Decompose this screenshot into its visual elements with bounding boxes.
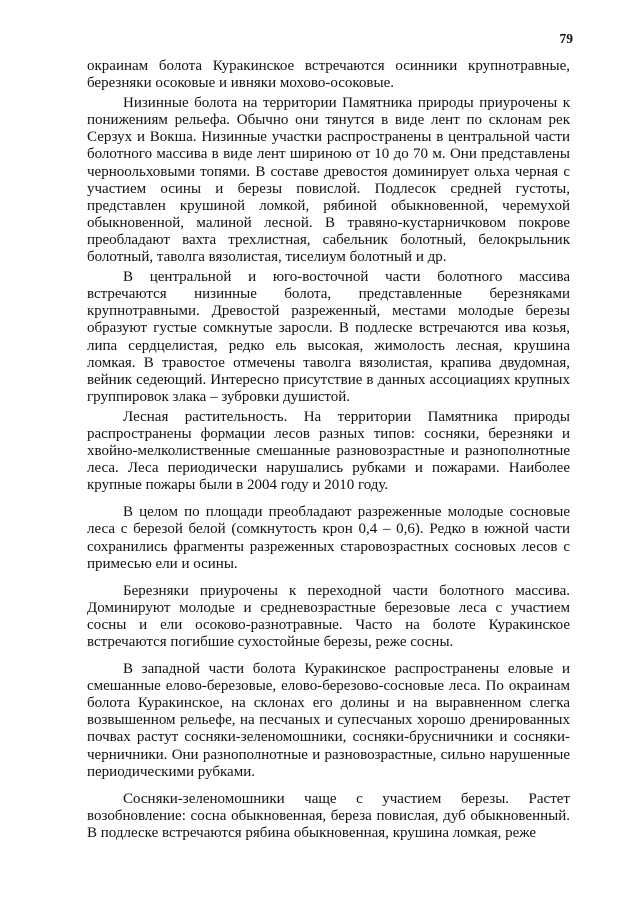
paragraph-4: Лесная растительность. На территории Памятника природы распространены формации лесов разных типов: сосняки, березняки и хвойно-мелколиственные смешанные разновозрастные и разнополнотные леса. Леса периодически нарушались рубками и пожарами. Наиболее крупные пожары были в 2004 году и 2010 году. xyxy=(87,408,570,494)
paragraph-6: Березняки приурочены к переходной части болотного массива. Доминируют молодые и средневозрастные березовые леса с участием сосны и ели осоково-разнотравные. Часто на болоте Куракинское встречаются погибшие сухостойные березы, реже сосны. xyxy=(87,582,570,650)
paragraph-1: окраинам болота Куракинское встречаются осинники крупнотравные, березняки осоковые и ивняки мохово-осоковые. xyxy=(87,58,570,92)
paragraph-5: В целом по площади преобладают разреженные молодые сосновые леса с березой белой (сомкнутость крон 0,4 – 0,6). Редко в южной части сохранились фрагменты разреженных старовозрастных сосновых лесов с примесью ели и осины. xyxy=(87,504,570,572)
paragraph-3: В центральной и юго-восточной части болотного массива встречаются низинные болота, представленные березняками крупнотравными. Древостой разреженный, местами молодые березы образуют густые сомкнутые заросли. В подлеске встречаются ива козья, липа сердцелистая, редко ель высокая, жимолость лесная, крушина ломкая. В травостое отмечены таволга вязолистая, крапива двудомная, вейник седеющий. Интересно присутствие в данных ассоциациях крупных группировок злака – зубровки душистой. xyxy=(87,269,570,405)
paragraph-7: В западной части болота Куракинское распространены еловые и смешанные елово-березовые, елово-березово-сосновые леса. По окраинам болота Куракинское, на склонах его долины и на выравненном слегка возвышенном рельефе, на песчаных и супесчаных хорошо дренированных почвах растут сосняки-зеленомошники, сосняки-брусничники и сосняки-черничники. Они разнополнотные и разновозрастные, сильно нарушенные периодическими рубками. xyxy=(87,661,570,780)
body-text xyxy=(87,58,570,845)
paragraph-8: Сосняки-зеленомошники чаще с участием березы. Растет возобновление: сосна обыкновенная, береза повислая, дуб обыкновенный. В подлеске встречаются рябина обыкновенная, крушина ломкая, реже xyxy=(87,790,570,841)
page-number: 79 xyxy=(559,31,573,46)
paragraph-2: Низинные болота на территории Памятника природы приурочены к понижениям рельефа. Обычно они тянутся в виде лент по склонам рек Серзух и Вокша. Низинные участки распространены в центральной части болотного массива в виде лент шириною от 10 до 70 м. Они представлены черноольховыми топями. В составе древостоя доминирует ольха черная с участием осины и березы повислой. Подлесок средней густоты, представлен крушиной ломкой, рябиной обыкновенной, черемухой обыкновенной, малиной лесной. В травяно-кустарничковом покрове преобладают вахта трехлистная, сабельник болотный, белокрыльник болотный, таволга вязолистая, тиселиум болотный и др. xyxy=(87,95,570,266)
